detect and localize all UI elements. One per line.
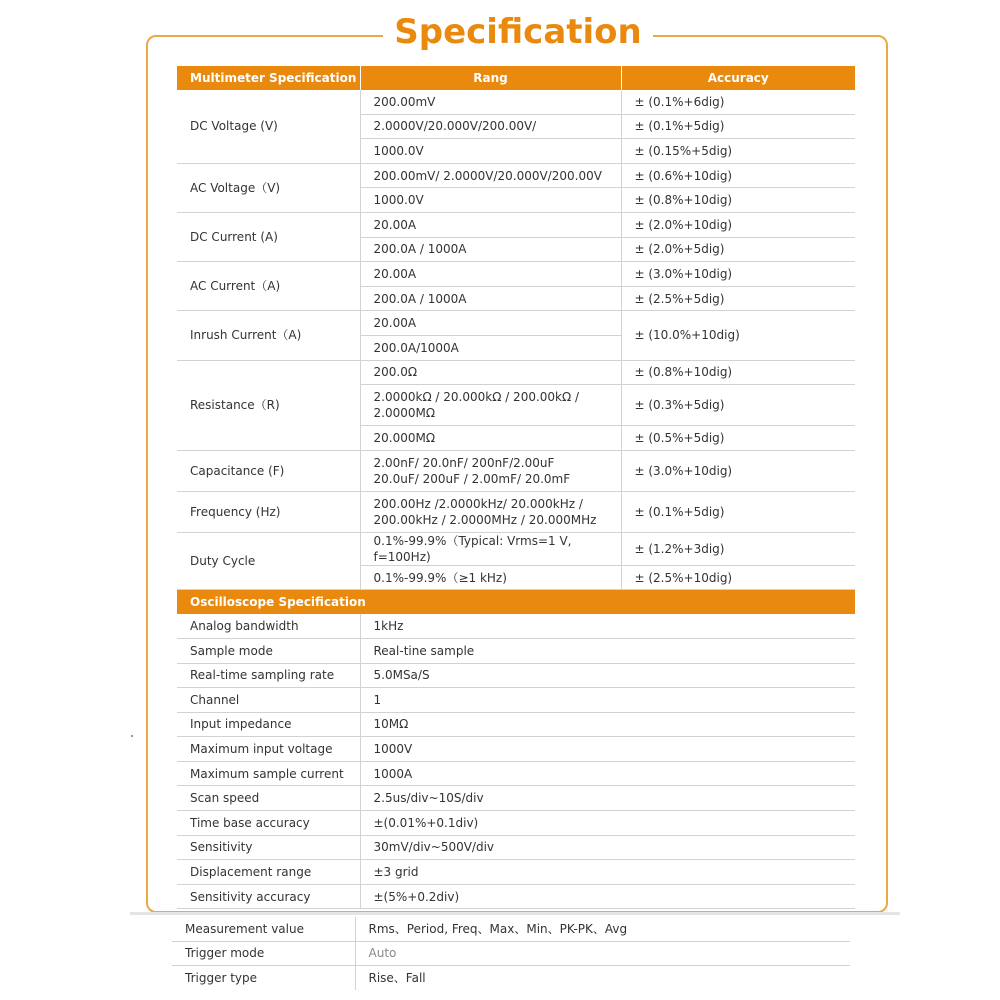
spec-value: 30mV/div~500V/div [360,835,855,860]
section-divider [130,912,900,915]
spec-value: Auto [355,941,850,966]
spec-label: Sample mode [177,638,360,663]
spec-value: 5.0MSa/S [360,663,855,688]
range-value: 200.00mV [360,90,621,114]
table-row [172,941,850,966]
table-row [177,163,855,188]
multimeter-header-row [177,66,855,90]
spec-label: Channel [177,688,360,713]
stray-dot [131,735,133,737]
spec-label: Trigger mode [172,941,355,966]
range-value: 20.00A [360,262,621,287]
spec-value: Rise、Fall [355,966,850,990]
parameter-name: Frequency (Hz) [177,491,360,532]
range-value: 20.00A [360,311,621,336]
accuracy-value: ± (3.0%+10dig) [621,450,855,491]
parameter-name: DC Voltage (V) [177,90,360,163]
spec-value: 1kHz [360,614,855,638]
spec-label: Maximum sample current [177,761,360,786]
range-value [360,491,621,532]
table-row [177,491,855,532]
table-row [177,761,855,786]
range-value: 20.00A [360,212,621,237]
spec-label: Maximum input voltage [177,737,360,762]
accuracy-value: ± (2.0%+5dig) [621,237,855,262]
spec-label: Sensitivity [177,835,360,860]
parameter-name: Inrush Current（A) [177,311,360,360]
table-row [177,614,855,638]
range-value: 200.0A/1000A [360,335,621,360]
spec-value: ±(5%+0.2div) [360,884,855,909]
table-row [177,90,855,114]
parameter-name: DC Current (A) [177,212,360,261]
range-value: 1000.0V [360,139,621,164]
spec-label: Measurement value [172,917,355,941]
range-line: 2.00nF/ 20.0nF/ 200nF/2.00uF [373,455,555,470]
range-value: 0.1%-99.9%（Typical: Vrms=1 V, f=100Hz) [360,532,621,565]
table-row [177,712,855,737]
table-row [177,737,855,762]
spec-label: Analog bandwidth [177,614,360,638]
range-line: 20.0uF/ 200uF / 2.00mF/ 20.0mF [373,471,571,486]
range-value: 200.00mV/ 2.0000V/20.000V/200.00V [360,163,621,188]
accuracy-value: ± (2.5%+5dig) [621,286,855,311]
spec-value: Real-tine sample [360,638,855,663]
accuracy-value: ± (0.1%+6dig) [621,90,855,114]
range-value: 1000.0V [360,188,621,213]
spec-value: ±3 grid [360,860,855,885]
spec-value: 1000A [360,761,855,786]
table-row [177,835,855,860]
accuracy-value: ± (2.0%+10dig) [621,212,855,237]
accuracy-value: ± (0.6%+10dig) [621,163,855,188]
accuracy-value: ± (3.0%+10dig) [621,262,855,287]
range-value: 200.0A / 1000A [360,286,621,311]
spec-value: 1000V [360,737,855,762]
table-row [177,860,855,885]
spec-table [177,66,855,909]
spec-label: Time base accuracy [177,811,360,836]
spec-label: Scan speed [177,786,360,811]
spec-label: Input impedance [177,712,360,737]
table-row [172,966,850,990]
range-value: 2.0000kΩ / 20.000kΩ / 200.00kΩ / 2.0000MΩ [360,385,621,426]
oscilloscope-header: Oscilloscope Specification [177,590,855,615]
spec-value: 2.5us/div~10S/div [360,786,855,811]
spec-value: ±(0.01%+0.1div) [360,811,855,836]
accuracy-value: ± (0.8%+10dig) [621,360,855,385]
range-value: 2.0000V/20.000V/200.00V/ [360,114,621,139]
spec-label: Real-time sampling rate [177,663,360,688]
table-row [177,786,855,811]
table-row [177,663,855,688]
range-value: 0.1%-99.9%（≥1 kHz) [360,565,621,590]
oscilloscope-header-row [177,590,855,615]
accuracy-value: ± (0.5%+5dig) [621,426,855,451]
accuracy-value: ± (0.1%+5dig) [621,491,855,532]
spec-value: Rms、Period, Freq、Max、Min、PK-PK、Avg [355,917,850,941]
table-row [177,884,855,909]
multimeter-header: Multimeter Specification [177,66,360,90]
range-value [360,450,621,491]
range-value: 200.0A / 1000A [360,237,621,262]
table-row [177,450,855,491]
accuracy-value: ± (1.2%+3dig) [621,532,855,565]
lower-spec-table [172,917,850,990]
table-row [177,688,855,713]
table-row [177,638,855,663]
spec-value: 10MΩ [360,712,855,737]
accuracy-header: Accuracy [621,66,855,90]
parameter-name: AC Current（A) [177,262,360,311]
parameter-name: Duty Cycle [177,532,360,590]
accuracy-value: ± (0.3%+5dig) [621,385,855,426]
accuracy-value: ± (10.0%+10dig) [621,311,855,360]
table-row [172,917,850,941]
accuracy-value: ± (2.5%+10dig) [621,565,855,590]
spec-label: Sensitivity accuracy [177,884,360,909]
accuracy-value: ± (0.1%+5dig) [621,114,855,139]
table-row [177,311,855,336]
spec-label: Displacement range [177,860,360,885]
range-header: Rang [360,66,621,90]
parameter-name: AC Voltage（V) [177,163,360,212]
page-title: Specification [394,12,642,52]
range-line: 200.00Hz /2.0000kHz/ 20.000kHz / [373,496,583,511]
table-row [177,212,855,237]
parameter-name: Resistance（R) [177,360,360,450]
spec-value: 1 [360,688,855,713]
range-value: 200.0Ω [360,360,621,385]
accuracy-value: ± (0.15%+5dig) [621,139,855,164]
accuracy-value: ± (0.8%+10dig) [621,188,855,213]
table-row [177,532,855,565]
table-row [177,360,855,385]
table-row [177,811,855,836]
range-line: 200.00kHz / 2.0000MHz / 20.000MHz [373,512,597,527]
range-value: 20.000MΩ [360,426,621,451]
spec-label: Trigger type [185,970,258,985]
parameter-name: Capacitance (F) [177,450,360,491]
table-row [177,262,855,287]
